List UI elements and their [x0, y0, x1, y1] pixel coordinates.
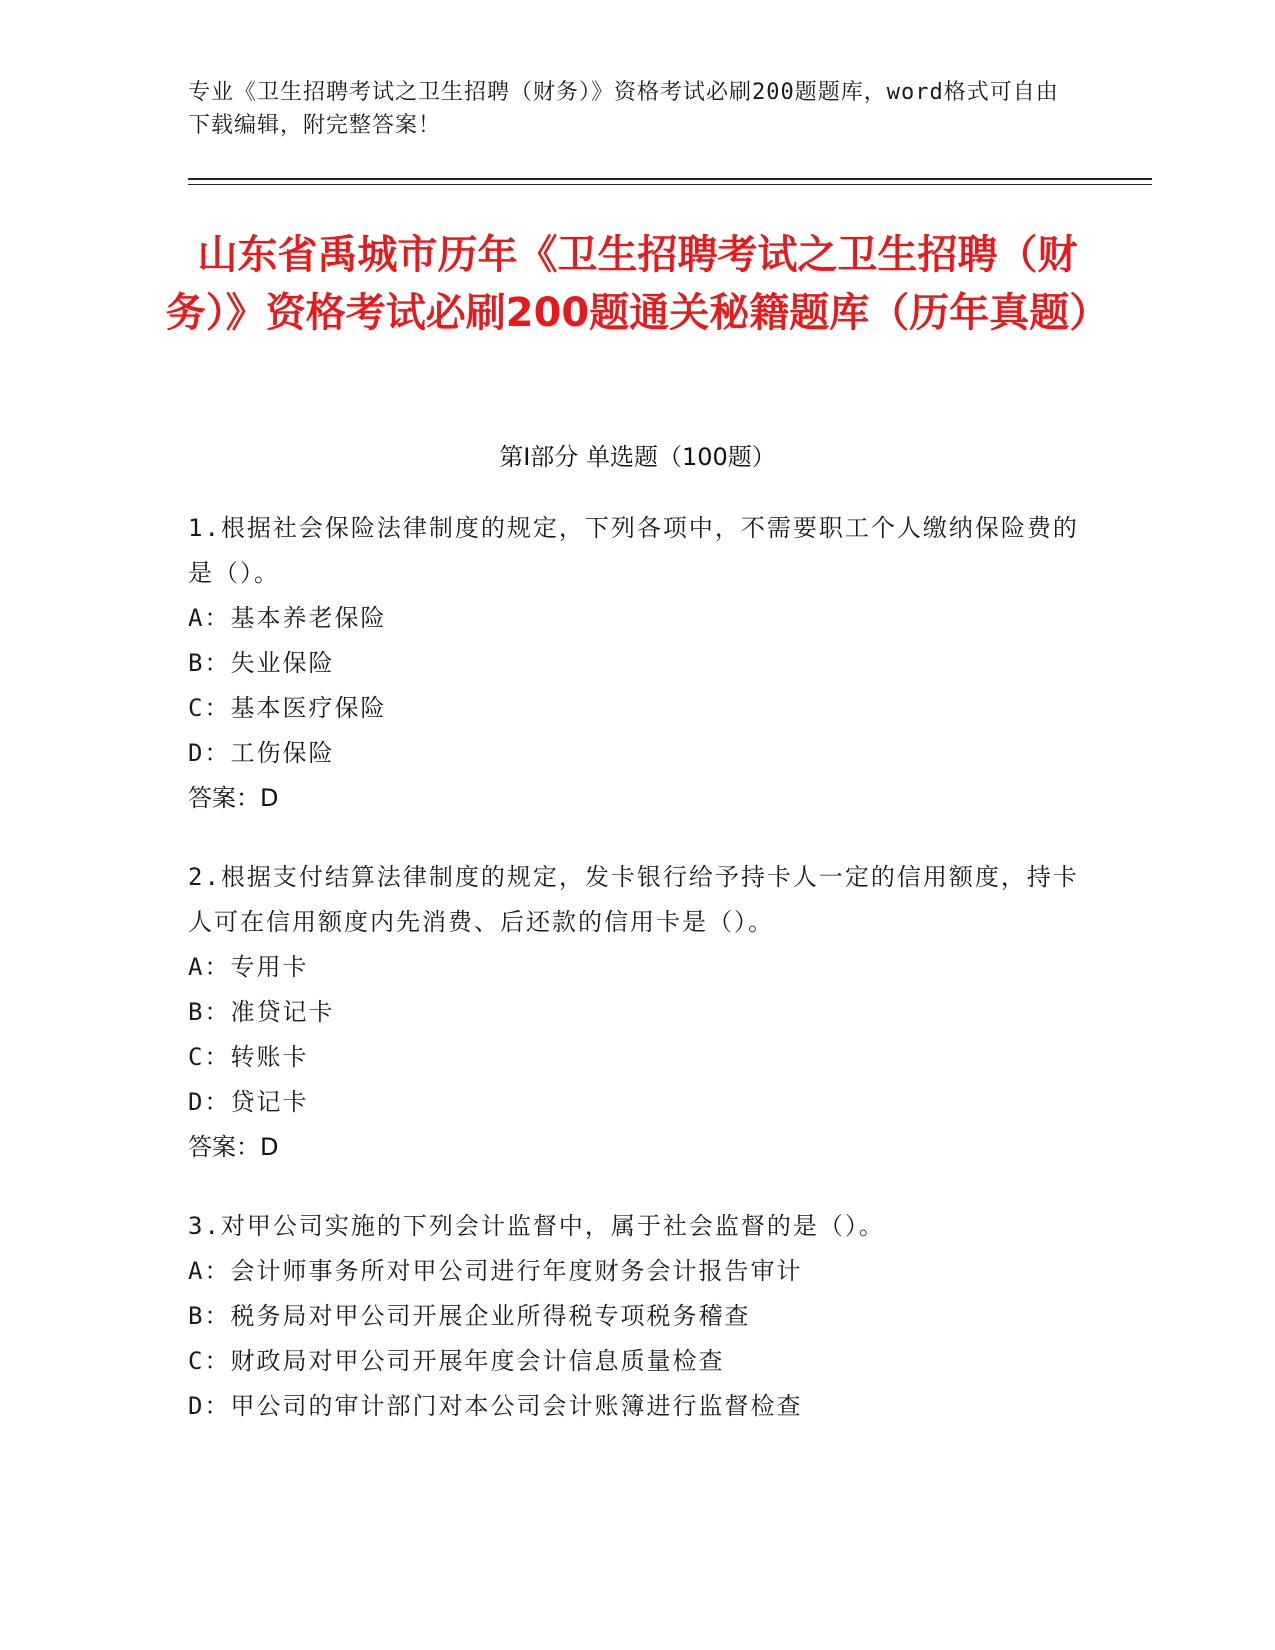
document-title: 山东省禹城市历年《卫生招聘考试之卫生招聘（财务）》资格考试必刷200题通关秘籍题库（历年真题）	[165, 232, 1110, 336]
option-a: A：会计师事务所对甲公司进行年度财务会计报告审计	[188, 1257, 803, 1285]
question-2	[188, 855, 1088, 1170]
question-stem: 1.根据社会保险法律制度的规定，下列各项中，不需要职工个人缴纳保险费的是（）。	[188, 514, 1079, 587]
header-divider-thin	[188, 184, 1152, 185]
header-divider-thick	[188, 178, 1152, 180]
answer-label: 答案：D	[188, 784, 279, 812]
section-heading: 第Ⅰ部分 单选题（100题）	[499, 443, 776, 471]
option-c: C：基本医疗保险	[188, 694, 387, 722]
option-a: A：基本养老保险	[188, 604, 387, 632]
option-d: D：贷记卡	[188, 1088, 309, 1116]
option-d: D：工伤保险	[188, 739, 335, 767]
option-b: B：税务局对甲公司开展企业所得税专项税务稽查	[188, 1302, 751, 1330]
answer-label: 答案：D	[188, 1133, 279, 1161]
question-3	[188, 1204, 1088, 1429]
question-stem: 3.对甲公司实施的下列会计监督中，属于社会监督的是（）。	[188, 1212, 885, 1240]
option-d: D：甲公司的审计部门对本公司会计账簿进行监督检查	[188, 1392, 803, 1420]
option-b: B：准贷记卡	[188, 998, 335, 1026]
option-c: C：转账卡	[188, 1043, 309, 1071]
question-1	[188, 506, 1088, 821]
header-note: 专业《卫生招聘考试之卫生招聘（财务）》资格考试必刷200题题库，word格式可自由下载编辑，附完整答案！	[188, 80, 1059, 138]
question-stem: 2.根据支付结算法律制度的规定，发卡银行给予持卡人一定的信用额度，持卡人可在信用额度内先消费、后还款的信用卡是（）。	[188, 863, 1079, 936]
option-c: C：财政局对甲公司开展年度会计信息质量检查	[188, 1347, 725, 1375]
option-a: A：专用卡	[188, 953, 309, 981]
option-b: B：失业保险	[188, 649, 335, 677]
